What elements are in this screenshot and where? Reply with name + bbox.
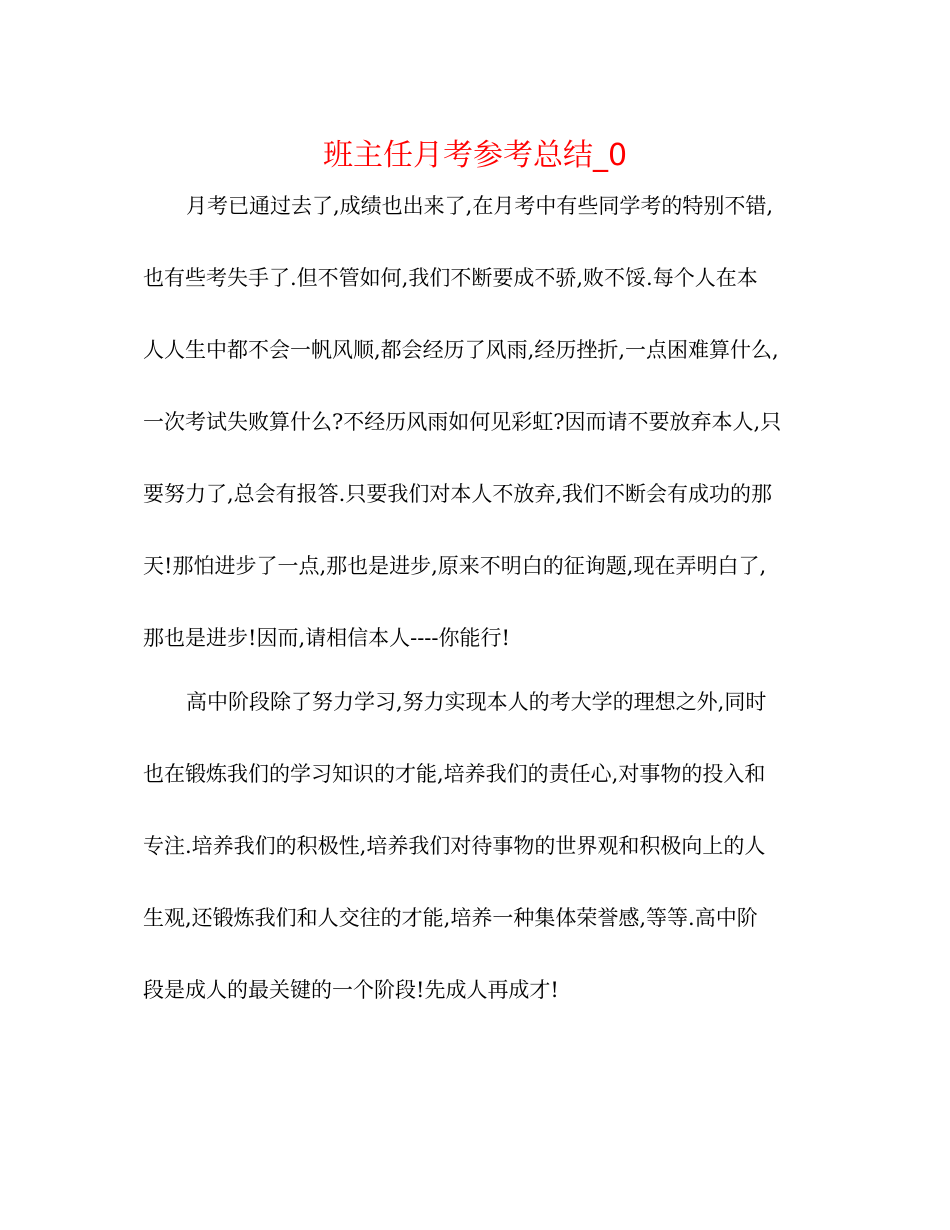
paragraph-1-line-6: 天!那怕进步了一点,那也是进步,原来不明白的征询题,现在弄明白了,: [143, 554, 767, 578]
paragraph-1-line-2: 也有些考失手了.但不管如何,我们不断要成不骄,败不馁.每个人在本: [143, 266, 758, 290]
paragraph-2-line-4: 生观,还锻炼我们和人交往的才能,培养一种集体荣誉感,等等.高中阶: [143, 906, 758, 930]
paragraph-2-line-2: 也在锻炼我们的学习知识的才能,培养我们的责任心,对事物的投入和: [143, 762, 766, 786]
paragraph-1-line-5: 要努力了,总会有报答.只要我们对本人不放弃,我们不断会有成功的那: [143, 482, 773, 506]
paragraph-1-line-4: 一次考试失败算什么?不经历风雨如何见彩虹?因而请不要放弃本人,只: [143, 410, 782, 434]
paragraph-1-line-3: 人人生中都不会一帆风顺,都会经历了风雨,经历挫折,一点困难算什么,: [143, 338, 779, 362]
paragraph-2-line-5: 段是成人的最关键的一个阶段!先成人再成才!: [143, 978, 559, 1002]
paragraph-1-line-1: 月考已通过去了,成绩也出来了,在月考中有些同学考的特别不错,: [186, 194, 774, 218]
paragraph-2-line-3: 专注.培养我们的积极性,培养我们对待事物的世界观和积极向上的人: [143, 834, 766, 858]
paragraph-1-line-7: 那也是进步!因而,请相信本人----你能行!: [143, 626, 510, 650]
paragraph-2-line-1: 高中阶段除了努力学习,努力实现本人的考大学的理想之外,同时: [186, 690, 767, 714]
document-title: 班主任月考参考总结_0: [322, 138, 628, 173]
